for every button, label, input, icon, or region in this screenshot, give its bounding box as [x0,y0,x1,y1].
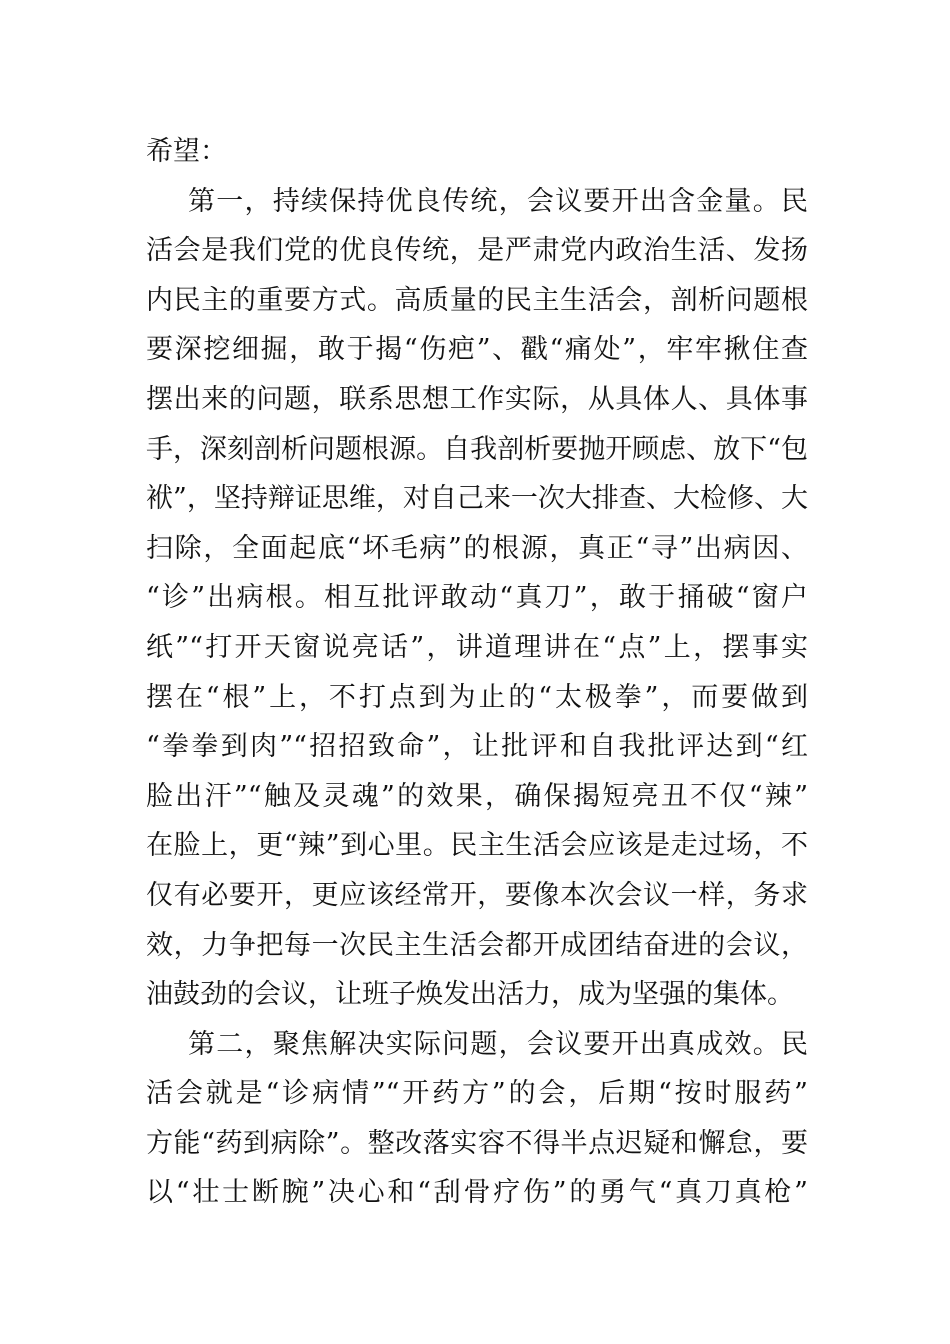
text-line: 扫除，全面起底“坏毛病”的根源，真正“寻”出病因、 [146,532,808,564]
text-line: 以“壮士断腕”决心和“刮骨疗伤”的勇气“真刀真枪” [146,1177,808,1209]
text-line: 在脸上，更“辣”到心里。民主生活会应该是走过场，不 [146,830,808,862]
text-line: “诊”出病根。相互批评敢动“真刀”，敢于捅破“窗户 [146,582,808,614]
text-line: 活会是我们党的优良传统，是严肃党内政治生活、发扬 [146,235,808,267]
body-text [146,127,808,1218]
text-line: 手，深刻剖析问题根源。自我剖析要抛开顾虑、放下“包 [146,433,808,465]
text-line: 纸”“打开天窗说亮话”，讲道理讲在“点”上，摆事实 [146,631,808,663]
text-line: 摆在“根”上，不打点到为止的“太极拳”，而要做到 [146,681,808,713]
paragraph-last-line: 油鼓劲的会议，让班子焕发出活力，成为坚强的集体。 [146,979,794,1011]
text-line: 方能“药到病除”。整改落实容不得半点迟疑和懈怠，要 [146,1127,808,1159]
paragraph-first-line: 第二，聚焦解决实际问题，会议要开出真成效。民 [188,1028,808,1060]
text-line: 内民主的重要方式。高质量的民主生活会，剖析问题根 [146,284,808,316]
paragraph-first-line: 第一，持续保持优良传统，会议要开出含金量。民 [188,185,808,217]
text-line: 活会就是“诊病情”“开药方”的会，后期“按时服药” [146,1078,808,1110]
text-line: “拳拳到肉”“招招致命”，让批评和自我批评达到“红 [146,731,808,763]
text-line: 仅有必要开，更应该经常开，要像本次会议一样，务求 [146,879,808,911]
text-line: 脸出汗”“触及灵魂”的效果，确保揭短亮丑不仅“辣” [146,780,808,812]
text-line: 摆出来的问题，联系思想工作实际，从具体人、具体事 [146,383,808,415]
text-line: 要深挖细掘，敢于揭“伤疤”、戳“痛处”，牢牢揪住查 [146,334,808,366]
text-line: 袱”，坚持辩证思维，对自己来一次大排查、大检修、大 [146,483,808,515]
text-line: 希望： [146,136,227,167]
text-line: 效，力争把每一次民主生活会都开成团结奋进的会议， [146,929,808,961]
